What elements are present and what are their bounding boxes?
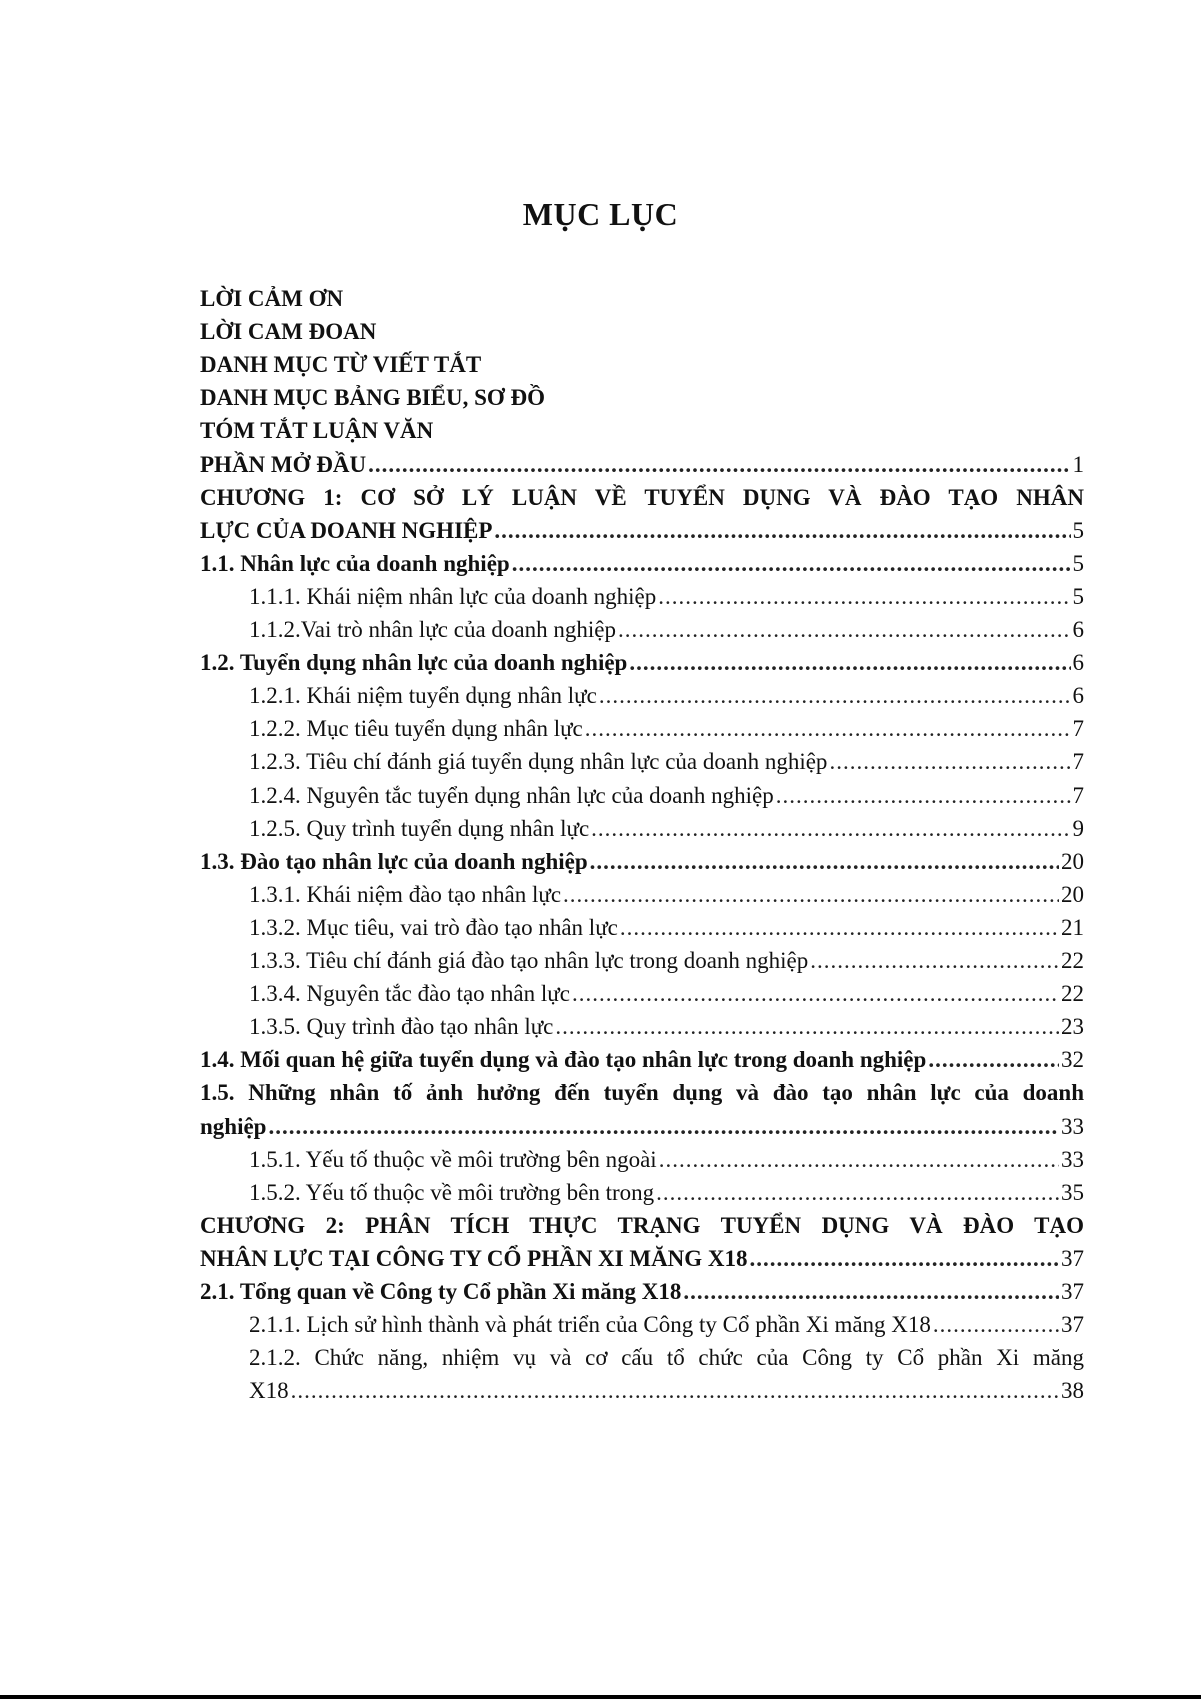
- toc-entry-text: LỜI CẢM ƠN: [200, 286, 344, 311]
- toc-entry: [249, 948, 1084, 981]
- toc-page-number: 6: [1072, 617, 1084, 642]
- dot-leader: [512, 551, 1071, 577]
- toc-page-number: 35: [1061, 1179, 1084, 1205]
- toc-entry: [249, 1345, 1084, 1378]
- toc-page-number: 5: [1072, 517, 1084, 543]
- toc-page-number: 5: [1072, 583, 1084, 609]
- dot-leader: [268, 1114, 1059, 1140]
- toc-entry: [249, 783, 1084, 816]
- toc-entry-text: 2.1. Tổng quan về Công ty Cổ phần Xi măng X18: [200, 1279, 682, 1304]
- toc-entry: [249, 882, 1084, 915]
- toc-entry: [249, 1378, 1084, 1411]
- toc-entry: [200, 1246, 1084, 1279]
- toc-page-number: 37: [1061, 1312, 1084, 1338]
- toc-entry: [249, 716, 1084, 749]
- toc-entry-text: 1.2.4. Nguyên tắc tuyển dụng nhân lực của doanh nghiệp: [249, 782, 774, 808]
- toc-entry-text: DANH MỤC BẢNG BIỂU, SƠ ĐỒ: [200, 385, 546, 411]
- toc-page-number: 23: [1061, 1014, 1084, 1040]
- toc-heading: [200, 319, 1084, 352]
- toc-page-number: 1: [1072, 451, 1084, 477]
- toc-entry-text: 1.1. Nhân lực của doanh nghiệp: [200, 550, 510, 576]
- toc-page-number: 5: [1072, 550, 1084, 576]
- toc-page-number: 38: [1061, 1378, 1084, 1404]
- toc-entry-text: 1.2.3. Tiêu chí đánh giá tuyển dụng nhân lực của doanh nghiệp: [249, 749, 828, 775]
- dot-leader: [590, 849, 1059, 875]
- toc-entry-text: PHẦN MỞ ĐẦU: [200, 451, 367, 477]
- dot-leader: [810, 948, 1059, 974]
- toc-entry-text: 1.3.3. Tiêu chí đánh giá đào tạo nhân lực trong doanh nghiệp: [249, 948, 809, 973]
- toc-entry: [249, 816, 1084, 849]
- toc-page-number: 33: [1061, 1113, 1084, 1139]
- toc-page-number: 6: [1072, 683, 1084, 709]
- dot-leader: [659, 1147, 1059, 1173]
- dot-leader: [368, 452, 1070, 478]
- toc-entry: [200, 849, 1084, 882]
- toc-page-number: 7: [1072, 749, 1084, 775]
- toc-entry: [249, 683, 1084, 716]
- toc-entry: [249, 584, 1084, 617]
- toc-entry: [200, 452, 1084, 485]
- toc-entry-text: 1.1.1. Khái niệm nhân lực của doanh nghiệp: [249, 583, 657, 609]
- dot-leader: [599, 683, 1071, 709]
- toc-entry: [249, 1147, 1084, 1180]
- toc-entry-text: CHƯƠNG 2: PHÂN TÍCH THỰC TRẠNG TUYỂN DỤNG VÀ ĐÀO TẠO: [200, 1212, 1084, 1238]
- toc-entry-text: 1.5.1. Yếu tố thuộc về môi trường bên ngoài: [249, 1146, 657, 1172]
- toc-page-number: 6: [1072, 650, 1084, 676]
- dot-leader: [658, 584, 1070, 610]
- toc-entry: [200, 1080, 1084, 1113]
- toc-page-number: 7: [1072, 716, 1084, 742]
- toc-page-number: 37: [1061, 1245, 1084, 1271]
- toc-entry-text: 1.3.4. Nguyên tắc đào tạo nhân lực: [249, 981, 570, 1007]
- toc-entry-text: TÓM TẮT LUẬN VĂN: [200, 418, 434, 444]
- toc-entry: [200, 1047, 1084, 1080]
- dot-leader: [494, 518, 1070, 544]
- toc-entry-text: 1.5.2. Yếu tố thuộc về môi trường bên trong: [249, 1179, 655, 1205]
- toc-entry: [249, 749, 1084, 782]
- toc-entry-text: 1.3. Đào tạo nhân lực của doanh nghiệp: [200, 848, 588, 874]
- dot-leader: [291, 1378, 1059, 1404]
- toc-heading: [200, 385, 1084, 418]
- dot-leader: [829, 749, 1070, 775]
- dot-leader: [928, 1047, 1059, 1073]
- toc-entry: [249, 617, 1084, 650]
- toc-page-number: 7: [1072, 782, 1084, 808]
- toc-entry-text: 1.2.1. Khái niệm tuyển dụng nhân lực: [249, 683, 597, 709]
- toc-entry-text: NHÂN LỰC TẠI CÔNG TY CỔ PHẦN XI MĂNG X18: [200, 1245, 748, 1271]
- toc-page-number: 22: [1061, 981, 1084, 1007]
- toc-page-number: 20: [1061, 848, 1084, 874]
- toc-entry-text: 1.3.5. Quy trình đào tạo nhân lực: [249, 1014, 554, 1040]
- toc-page-number: 21: [1061, 914, 1084, 940]
- toc-entry: [249, 915, 1084, 948]
- toc-entry-text: 1.3.2. Mục tiêu, vai trò đào tạo nhân lực: [249, 914, 618, 940]
- dot-leader: [585, 716, 1071, 742]
- toc-entry-text: 2.1.2. Chức năng, nhiệm vụ và cơ cấu tổ chức của Công ty Cổ phần Xi măng: [249, 1345, 1084, 1371]
- dot-leader: [591, 816, 1070, 842]
- toc-heading: [200, 352, 1084, 385]
- toc-entry: [200, 650, 1084, 683]
- toc-entry-text: X18: [249, 1378, 289, 1404]
- toc-entry-text: DANH MỤC TỪ VIẾT TẮT: [200, 352, 482, 378]
- dot-leader: [618, 617, 1071, 643]
- toc-entry: [249, 1312, 1084, 1345]
- toc-entry-text: 1.5. Những nhân tố ảnh hưởng đến tuyển dụng và đào tạo nhân lực của doanh: [200, 1080, 1084, 1106]
- toc-entry-text: CHƯƠNG 1: CƠ SỞ LÝ LUẬN VỀ TUYỂN DỤNG VÀ ĐÀO TẠO NHÂN: [200, 484, 1084, 510]
- dot-leader: [750, 1246, 1059, 1272]
- page-title: MỤC LỤC: [522, 196, 679, 232]
- toc-heading: [200, 286, 1084, 319]
- dot-leader: [620, 915, 1059, 941]
- toc-entry: [200, 518, 1084, 551]
- toc-entry-text: nghiệp: [200, 1113, 267, 1139]
- dot-leader: [563, 882, 1059, 908]
- toc-entry: [200, 1213, 1084, 1246]
- toc-entry-text: 1.2.2. Mục tiêu tuyển dụng nhân lực: [249, 716, 583, 742]
- toc-entry-text: LỜI CAM ĐOAN: [200, 319, 377, 345]
- bottom-border: [0, 1695, 1201, 1699]
- toc-entry: [200, 485, 1084, 518]
- toc-page-number: 22: [1061, 948, 1084, 973]
- dot-leader: [683, 1279, 1059, 1305]
- toc-entry-text: 1.2.5. Quy trình tuyển dụng nhân lực: [249, 815, 590, 841]
- toc-entry-text: LỰC CỦA DOANH NGHIỆP: [200, 517, 493, 543]
- toc-page-number: 33: [1061, 1146, 1084, 1172]
- toc-heading: [200, 418, 1084, 451]
- toc-page-number: 32: [1061, 1047, 1084, 1073]
- toc-page-number: 20: [1061, 881, 1084, 907]
- toc-page-number: 9: [1072, 815, 1084, 841]
- toc-entry: [249, 1180, 1084, 1213]
- toc-page-number: 37: [1061, 1279, 1084, 1304]
- toc-entry: [200, 551, 1084, 584]
- toc-entry: [200, 1114, 1084, 1147]
- toc-entry-text: 1.2. Tuyển dụng nhân lực của doanh nghiệp: [200, 650, 628, 676]
- toc-entry: [200, 1279, 1084, 1312]
- dot-leader: [555, 1014, 1059, 1040]
- toc-entry: [249, 1014, 1084, 1047]
- dot-leader: [933, 1312, 1059, 1338]
- dot-leader: [572, 981, 1059, 1007]
- dot-leader: [629, 650, 1070, 676]
- toc-entry-text: 1.4. Mối quan hệ giữa tuyển dụng và đào tạo nhân lực trong doanh nghiệp: [200, 1047, 927, 1073]
- toc-entry: [249, 981, 1084, 1014]
- toc-entry-text: 2.1.1. Lịch sử hình thành và phát triển của Công ty Cổ phần Xi măng X18: [249, 1312, 931, 1338]
- toc-entry-text: 1.3.1. Khái niệm đào tạo nhân lực: [249, 881, 562, 907]
- dot-leader: [656, 1180, 1059, 1206]
- toc-entry-text: 1.1.2.Vai trò nhân lực của doanh nghiệp: [249, 617, 616, 642]
- dot-leader: [776, 783, 1071, 809]
